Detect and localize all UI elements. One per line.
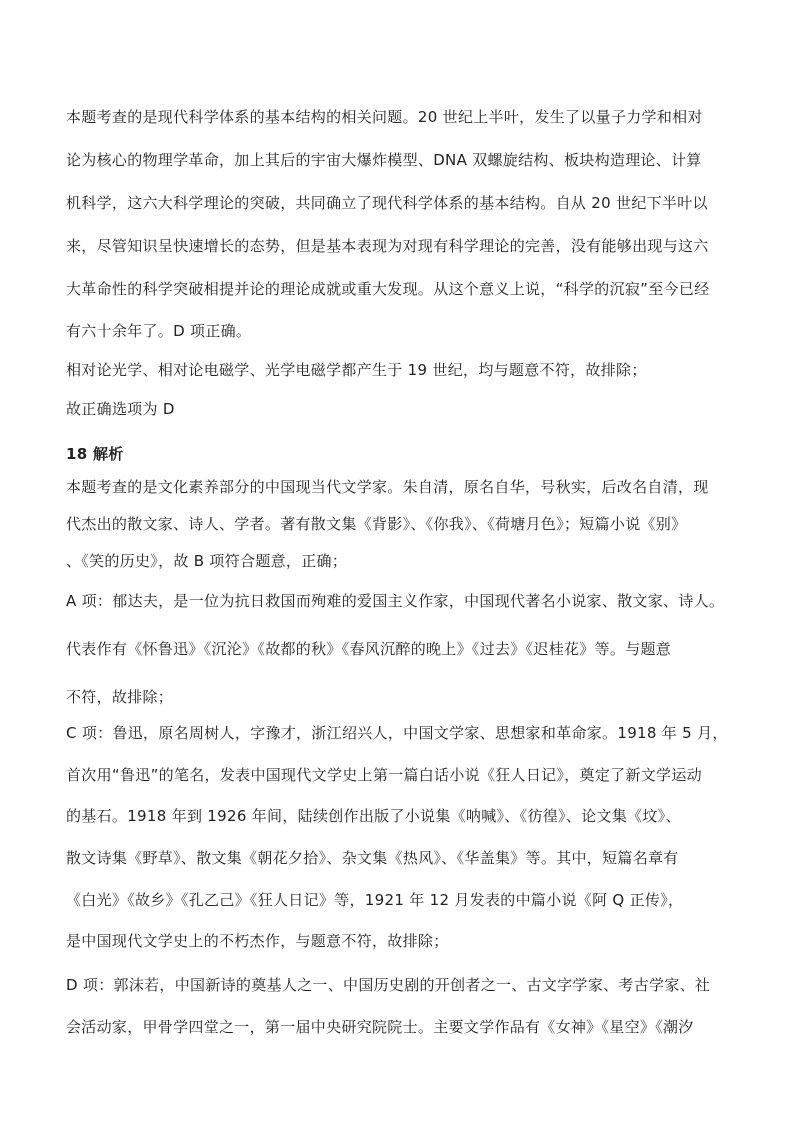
paragraph-line: 、《笑的历史》，故 B 项符合题意，正确； [66, 552, 348, 570]
paragraph-line: 《白光》《故乡》《孔乙己》《狂人日记》等，1921 年 12 月发表的中篇小说《阿 Q 正传》， [66, 891, 684, 909]
paragraph-line: 是中国现代文学史上的不朽杰作，与题意不符，故排除； [66, 932, 449, 950]
paragraph-line: 不符，故排除； [66, 688, 174, 706]
paragraph-line: C 项：鲁迅，原名周树人，字豫才，浙江绍兴人，中国文学家、思想家和革命家。1918 年 5 月， [66, 724, 728, 742]
paragraph-line: 首次用“鲁迅”的笔名，发表中国现代文学史上第一篇白话小说《狂人日记》，奠定了新文学运动 [66, 766, 702, 784]
paragraph-line: 机科学，这六大科学理论的突破，共同确立了现代科学体系的基本结构。自从 20 世纪下半叶以 [66, 194, 708, 212]
section-heading: 18 解析 [66, 445, 124, 463]
paragraph-line: A 项：郁达夫，是一位为抗日救国而殉难的爱国主义作家，中国现代著名小说家、散文家、诗人。 [66, 592, 725, 610]
paragraph-line: 大革命性的科学突破相提并论的理论成就或重大发现。从这个意义上说，“科学的沉寂”至今已经 [66, 280, 710, 298]
paragraph-line: 本题考查的是现代科学体系的基本结构的相关问题。20 世纪上半叶，发生了以量子力学和相对 [66, 108, 703, 126]
paragraph-line: 的基石。1918 年到 1926 年间，陆续创作出版了小说集《呐喊》、《彷徨》、论文集《坟》、 [66, 807, 681, 825]
paragraph-line: 相对论光学、相对论电磁学、光学电磁学都产生于 19 世纪，均与题意不符，故排除； [66, 361, 647, 379]
paragraph-line: 会活动家，甲骨学四堂之一，第一届中央研究院院士。主要文学作品有《女神》《星空》《潮汐 [66, 1018, 694, 1036]
paragraph-line: 代杰出的散文家、诗人、学者。著有散文集《背影》、《你我》、《荷塘月色》；短篇小说《别》 [66, 515, 687, 533]
answer-line: 故正确选项为 D [66, 400, 175, 418]
paragraph-line: 散文诗集《野草》、散文集《朝花夕拾》、杂文集《热风》、《华盖集》等。其中，短篇名章有 [66, 849, 679, 867]
paragraph-line: 论为核心的物理学革命，加上其后的宇宙大爆炸模型、DNA 双螺旋结构、板块构造理论、计算 [66, 151, 702, 169]
paragraph-line: 代表作有《怀鲁迅》《沉沦》《故都的秋》《春风沉醉的晚上》《过去》《迟桂花》等。与题意 [66, 640, 672, 658]
paragraph-line: 来，尽管知识呈快速增长的态势，但是基本表现为对现有科学理论的完善，没有能够出现与这六 [66, 237, 709, 255]
paragraph-line: D 项：郭沫若，中国新诗的奠基人之一、中国历史剧的开创者之一、古文字学家、考古学家、社 [66, 976, 711, 994]
paragraph-line: 本题考查的是文化素养部分的中国现当代文学家。朱自清，原名自华，号秋实，后改名自清，现 [66, 478, 709, 496]
paragraph-line: 有六十余年了。D 项正确。 [66, 322, 252, 340]
